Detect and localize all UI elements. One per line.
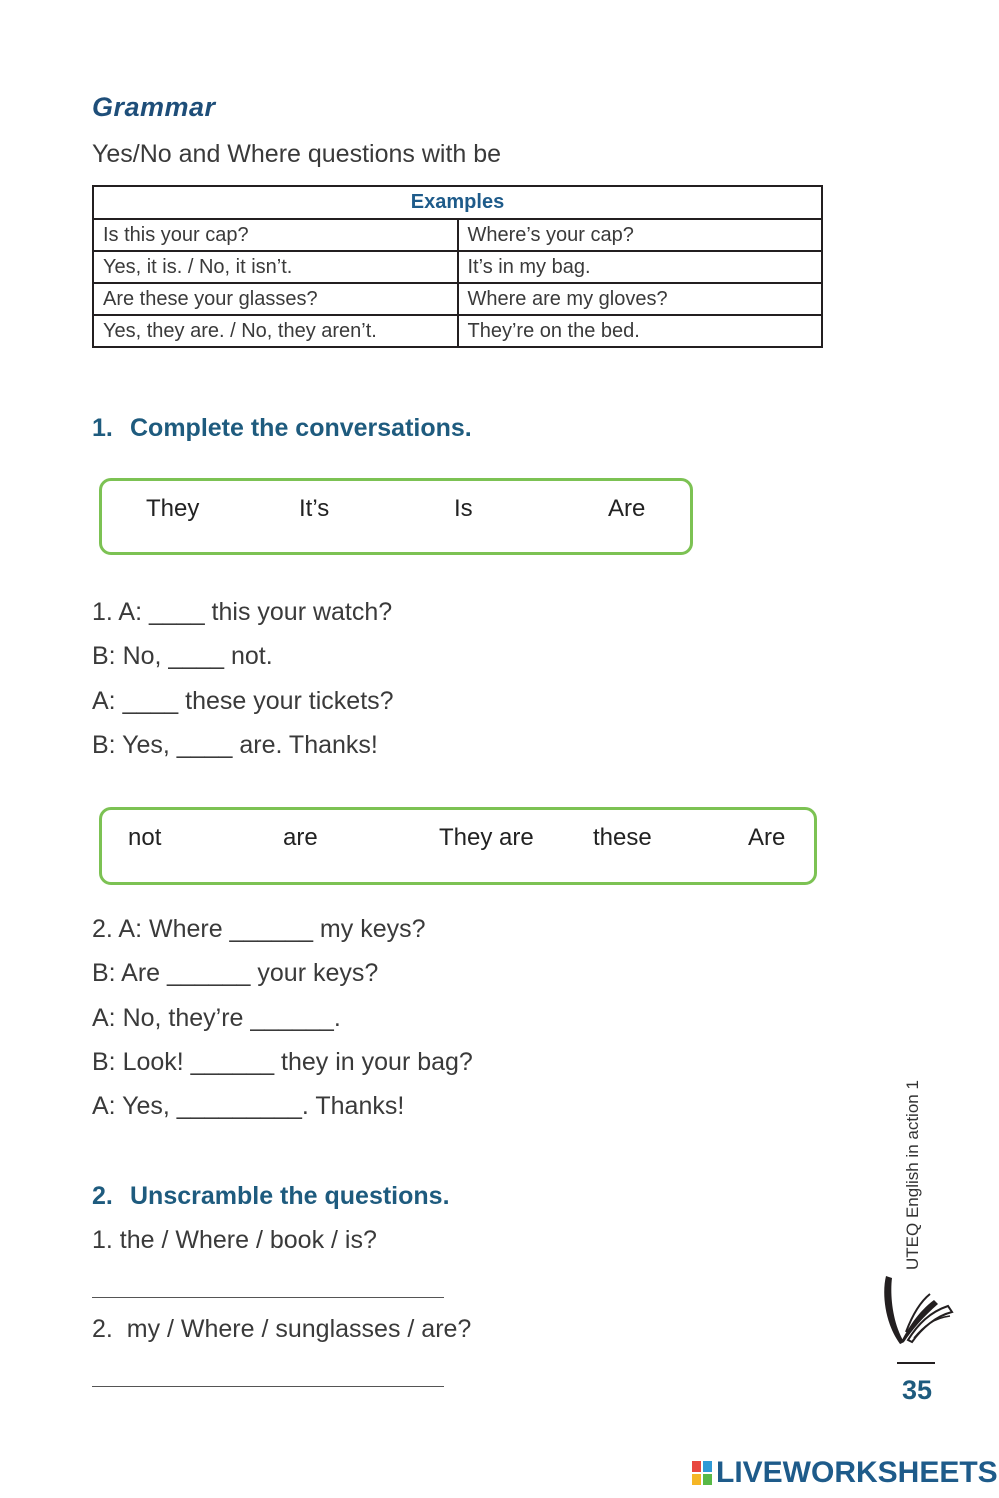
word-box-item[interactable]: Are xyxy=(608,495,646,522)
conversation-line: B: No, ____ not. xyxy=(92,642,273,670)
open-book-icon xyxy=(878,1272,958,1348)
exercise-2-title: Unscramble the questions. xyxy=(130,1182,450,1210)
conversation-line: B: Yes, ____ are. Thanks! xyxy=(92,731,378,759)
word-box-item[interactable]: these xyxy=(593,824,652,851)
conversation-line: 1. A: ____ this your watch? xyxy=(92,598,393,626)
conversation-line: A: Yes, _________. Thanks! xyxy=(92,1092,405,1120)
word-box-item[interactable]: It’s xyxy=(299,495,330,522)
conversation-line: B: Are ______ your keys? xyxy=(92,959,379,987)
conversation-line: A: ____ these your tickets? xyxy=(92,687,394,715)
conversation-line: 2. A: Where ______ my keys? xyxy=(92,915,426,943)
page-number-rule xyxy=(897,1362,935,1364)
table-row xyxy=(93,315,822,347)
table-row xyxy=(93,283,822,315)
table-cell: They’re on the bed. xyxy=(458,315,823,347)
book-title: UTEQ English in action 1 xyxy=(903,1080,922,1270)
conversation-line: B: Look! ______ they in your bag? xyxy=(92,1048,473,1076)
table-row xyxy=(93,219,822,251)
brand-name: LIVEWORKSHEETS xyxy=(716,1456,998,1489)
exercise-1-number: 1. xyxy=(92,414,113,442)
table-row xyxy=(93,251,822,283)
word-box-item[interactable]: Is xyxy=(454,495,473,522)
word-box-item[interactable]: Are xyxy=(748,824,786,851)
answer-line[interactable] xyxy=(92,1297,444,1298)
word-box-item[interactable]: They xyxy=(146,495,200,522)
table-header-row xyxy=(93,186,822,219)
table-header: Examples xyxy=(93,186,822,219)
conversation-line: A: No, they’re ______. xyxy=(92,1004,341,1032)
grammar-subtitle: Yes/No and Where questions with be xyxy=(92,140,502,168)
grammar-title: Grammar xyxy=(92,92,216,122)
liveworksheets-brand[interactable] xyxy=(692,1456,998,1490)
exercise-2-heading xyxy=(92,1182,450,1211)
table-cell: Yes, it is. / No, it isn’t. xyxy=(93,251,458,283)
word-box-item[interactable]: not xyxy=(128,824,162,851)
word-box-item[interactable]: They are xyxy=(439,824,534,851)
table-cell: Are these your glasses? xyxy=(93,283,458,315)
table-cell: Is this your cap? xyxy=(93,219,458,251)
word-box-item[interactable]: are xyxy=(283,824,318,851)
table-cell: Yes, they are. / No, they aren’t. xyxy=(93,315,458,347)
table-cell: Where’s your cap? xyxy=(458,219,823,251)
word-box-2 xyxy=(99,807,817,885)
answer-line[interactable] xyxy=(92,1386,444,1387)
liveworksheets-logo-icon xyxy=(692,1459,714,1485)
table-cell: It’s in my bag. xyxy=(458,251,823,283)
examples-table xyxy=(92,185,823,348)
unscramble-item: 1. the / Where / book / is? xyxy=(92,1226,377,1254)
unscramble-item: 2. my / Where / sunglasses / are? xyxy=(92,1315,472,1343)
exercise-2-number: 2. xyxy=(92,1182,113,1210)
word-box-1 xyxy=(99,478,693,555)
table-cell: Where are my gloves? xyxy=(458,283,823,315)
exercise-1-title: Complete the conversations. xyxy=(130,414,472,442)
exercise-1-heading xyxy=(92,414,472,443)
page-number: 35 xyxy=(902,1375,933,1405)
